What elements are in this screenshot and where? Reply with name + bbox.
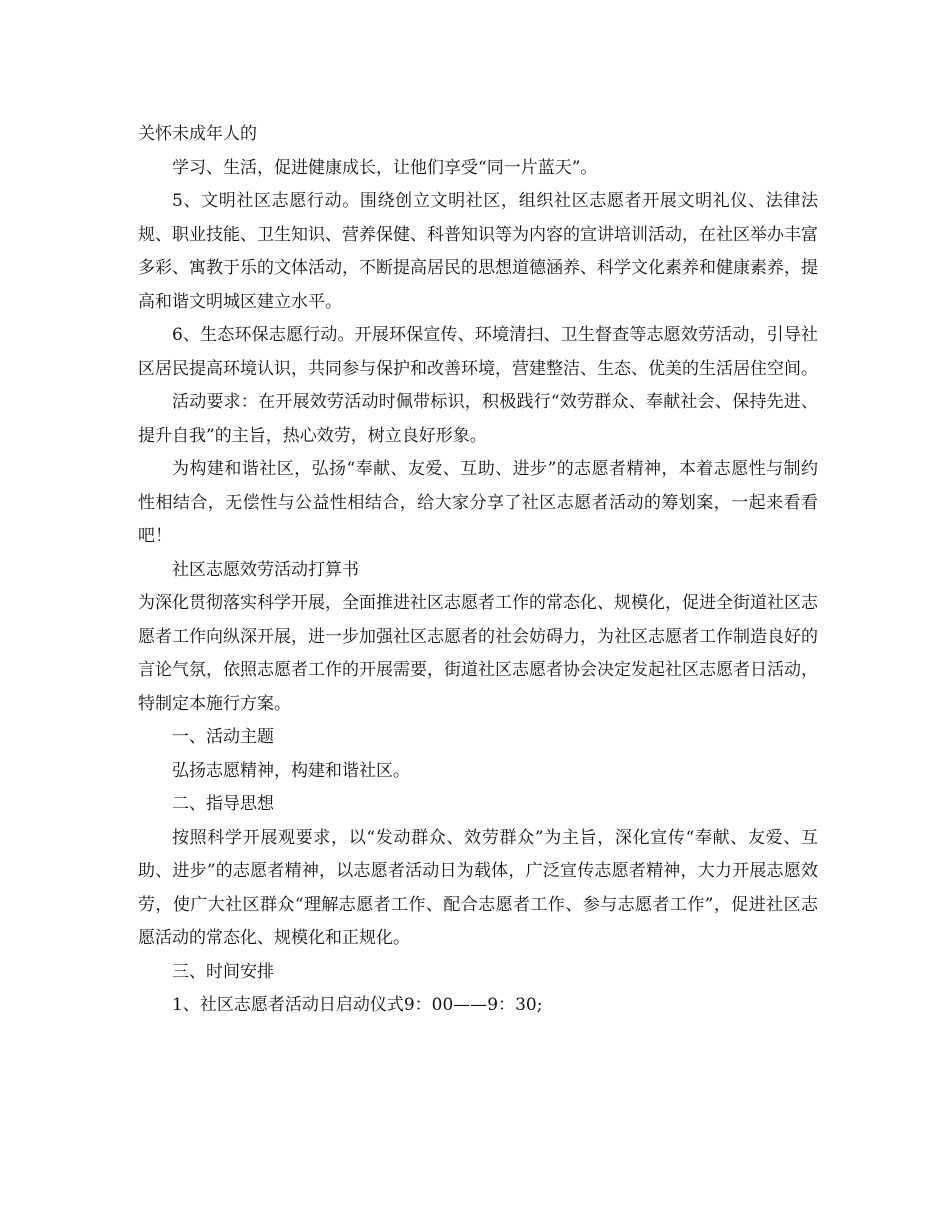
heading-schedule: 三、时间安排	[172, 961, 274, 982]
heading-theme: 一、活动主题	[172, 727, 274, 747]
document-body	[138, 118, 818, 1023]
section-title: 社区志愿效劳活动打算书	[172, 559, 359, 580]
paragraph-8: 为深化贯彻落实科学开展，全面推进社区志愿者工作的常态化、规模化，促进全街道社区志愿者工作向纵深开展，进一步加强社区志愿者的社会妨碍力，为社区志愿者工作制造良好的言论气氛，依照志愿者工作的开展需要，街道社区志愿者协会决定发起社区志愿者日活动，特制定本施行方案。	[138, 593, 818, 714]
paragraph-3: 5、文明社区志愿行动。围绕创立文明社区，组织社区志愿者开展文明礼仪、法律法规、职业技能、卫生知识、营养保健、科普知识等为内容的宣讲培训活动，在社区举办丰富多彩、寓教于乐的文体活动，不断提高居民的思想道德涵养、科学文化素养和健康素养，提高和谐文明城区建立水平。	[138, 191, 818, 312]
paragraph-schedule-1: 1、社区志愿者活动日启动仪式9：00——9：30;	[172, 995, 543, 1015]
paragraph-theme: 弘扬志愿精神，构建和谐社区。	[172, 760, 410, 781]
paragraph-1: 关怀未成年人的	[138, 124, 257, 144]
heading-guidance: 二、指导思想	[172, 794, 274, 814]
paragraph-5: 活动要求：在开展效劳活动时佩带标识，积极践行“效劳群众、奉献社会、保持先进、提升自我”的主旨，热心效劳，树立良好形象。	[138, 392, 818, 446]
paragraph-4: 6、生态环保志愿行动。开展环保宣传、环境清扫、卫生督查等志愿效劳活动，引导社区居民提高环境认识，共同参与保护和改善环境，营建整洁、生态、优美的生活居住空间。	[138, 325, 818, 379]
paragraph-guidance: 按照科学开展观要求，以“发动群众、效劳群众”为主旨，深化宣传“奉献、友爱、互助、进步”的志愿者精神，以志愿者活动日为载体，广泛宣传志愿者精神，大力开展志愿效劳，使广大社区群众“理解志愿者工作、配合志愿者工作、参与志愿者工作”，促进社区志愿活动的常态化、规模化和正规化。	[138, 827, 818, 948]
paragraph-6: 为构建和谐社区，弘扬“奉献、友爱、互助、进步”的志愿者精神，本着志愿性与制约性相结合，无偿性与公益性相结合，给大家分享了社区志愿者活动的筹划案，一起来看看吧！	[138, 459, 818, 546]
paragraph-2: 学习、生活，促进健康成长，让他们享受“同一片蓝天”。	[172, 157, 598, 178]
